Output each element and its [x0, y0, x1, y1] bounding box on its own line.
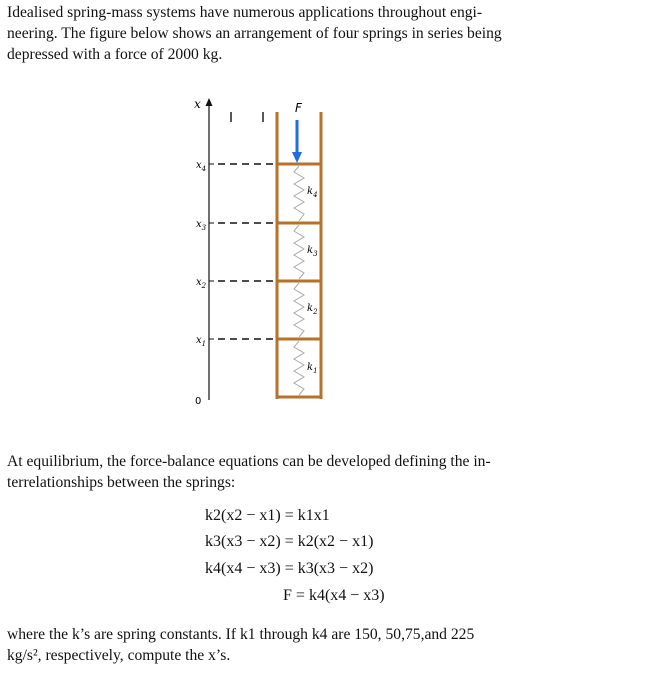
- equation-2-lhs: k3(x3 − x2): [205, 533, 281, 550]
- k4-label: $k_4$: [307, 186, 318, 199]
- equilibrium-paragraph: [7, 451, 607, 493]
- equation-1-lhs: k2(x2 − x1): [205, 507, 281, 524]
- x4-label: $x_4$: [196, 160, 207, 173]
- x1-label: $x_1$: [196, 335, 207, 348]
- equation-2: k3(x3 − x2) = k2(x2 − x1): [205, 533, 374, 550]
- closing-line-2: kg/s², respectively, compute the x’s.: [7, 647, 231, 664]
- k3-label: $k_3$: [307, 245, 318, 258]
- x3-label: $x_3$: [196, 219, 207, 232]
- spring-k1: [294, 341, 304, 395]
- x-axis-label: x: [194, 97, 201, 111]
- equation-4-rhs: k4(x4 − x3): [308, 587, 385, 604]
- closing-paragraph: [7, 624, 607, 666]
- x2-label: $x_2$: [196, 277, 207, 290]
- force-arrow-head: [292, 152, 302, 163]
- intro-paragraph: [7, 2, 607, 65]
- closing-line-1: where the k’s are spring constants. If k1 through k4 are 150, 50,75,and 225: [7, 626, 475, 643]
- spring-system-figure: [180, 92, 340, 408]
- equation-1-rhs: k1x1: [297, 507, 330, 524]
- intro-line-1: Idealised spring-mass systems have numerous applications throughout engi-: [7, 4, 483, 21]
- equation-3: k4(x4 − x3) = k3(x3 − x2): [205, 560, 374, 577]
- equilibrium-line-2: terrelationships between the springs:: [7, 474, 236, 491]
- equation-4: F = k4(x4 − x3): [283, 587, 385, 604]
- spring-k4: [294, 166, 304, 221]
- k2-label: $k_2$: [307, 303, 318, 316]
- force-label: F: [295, 101, 302, 115]
- equation-1: k2(x2 − x1) = k1x1: [205, 507, 330, 524]
- equation-3-lhs: k4(x4 − x3): [205, 560, 281, 577]
- spring-k3: [294, 225, 304, 279]
- equation-4-lhs: F: [283, 587, 292, 604]
- equation-3-rhs: k3(x3 − x2): [297, 560, 374, 577]
- spring-k2: [294, 283, 304, 337]
- equation-2-rhs: k2(x2 − x1): [297, 533, 374, 550]
- k1-label: $k_1$: [307, 362, 318, 375]
- origin-label: 0: [195, 396, 202, 407]
- intro-line-2: neering. The figure below shows an arrangement of four springs in series being: [7, 25, 502, 42]
- x-axis-arrowhead: [206, 98, 213, 106]
- equilibrium-line-1: At equilibrium, the force-balance equations can be developed defining the in-: [7, 453, 491, 470]
- intro-line-3: depressed with a force of 2000 kg.: [7, 46, 223, 63]
